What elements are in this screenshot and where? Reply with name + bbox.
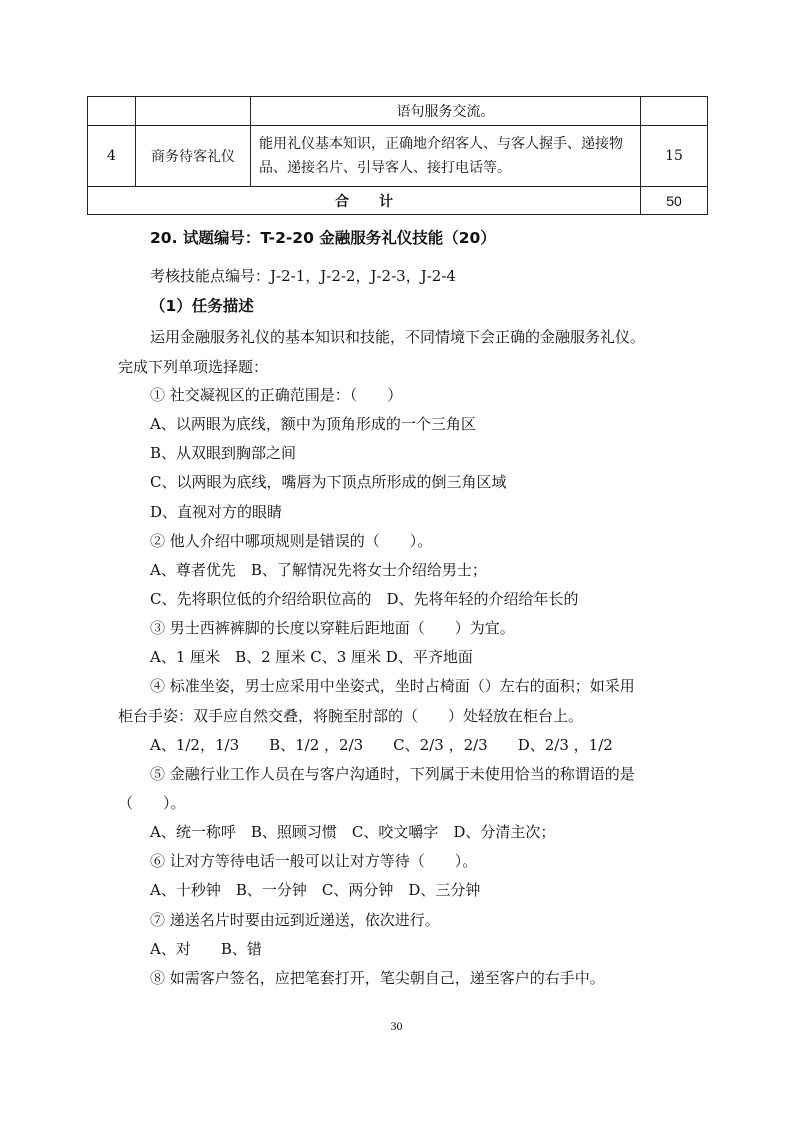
answer-option: A、尊者优先 B、了解情况先将女士介绍给男士； bbox=[150, 561, 487, 579]
table-row bbox=[88, 97, 708, 126]
answer-option: A、十秒钟 B、一分钟 C、两分钟 D、三分钟 bbox=[150, 881, 481, 899]
page-number: 30 bbox=[390, 1019, 403, 1033]
answer-option: A、以两眼为底线，额中为顶角形成的一个三角区 bbox=[150, 415, 476, 433]
question: （ ）。 bbox=[118, 794, 186, 812]
table-total-row bbox=[88, 187, 708, 215]
answer-option: D、直视对方的眼睛 bbox=[150, 503, 283, 521]
question: ⑦ 递送名片时要由远到近递送，依次进行。 bbox=[150, 911, 440, 929]
question: ⑥ 让对方等待电话一般可以让对方等待（ ）。 bbox=[150, 852, 478, 870]
cell-score: 15 bbox=[641, 126, 708, 187]
table-row bbox=[88, 126, 708, 187]
cell-number bbox=[88, 97, 136, 126]
question: ④ 标准坐姿，男士应采用中坐姿式，坐时占椅面（）左右的面积；如采用 bbox=[150, 677, 635, 695]
answer-option: C、以两眼为底线，嘴唇为下顶点所形成的倒三角区域 bbox=[150, 473, 507, 491]
question: ⑧ 如需客户签名，应把笔套打开，笔尖朝自己，递至客户的右手中。 bbox=[150, 969, 605, 987]
answer-option: A、统一称呼 B、照顾习惯 C、咬文嚼字 D、分清主次； bbox=[150, 823, 556, 841]
answer-option: A、1 厘米 B、2 厘米 C、3 厘米 D、平齐地面 bbox=[150, 648, 473, 666]
intro-line: 运用金融服务礼仪的基本知识和技能，不同情境下会正确的金融服务礼仪。 bbox=[150, 328, 646, 346]
intro-line: 完成下列单项选择题： bbox=[118, 358, 269, 376]
question: ① 社交凝视区的正确范围是：（ ） bbox=[150, 386, 403, 404]
answer-option: B、从双眼到胸部之间 bbox=[150, 444, 297, 462]
cell-score bbox=[641, 97, 708, 126]
cell-description: 能用礼仪基本知识，正确地介绍客人、与客人握手、递接物品、递接名片、引导客人、接打电话等。 bbox=[251, 126, 641, 187]
score-table bbox=[87, 96, 708, 215]
cell-description: 语句服务交流。 bbox=[251, 97, 641, 126]
question: ⑤ 金融行业工作人员在与客户沟通时，下列属于未使用恰当的称谓语的是 bbox=[150, 765, 635, 783]
cell-name bbox=[136, 97, 251, 126]
cell-name: 商务待客礼仪 bbox=[136, 126, 251, 187]
total-score: 50 bbox=[641, 187, 708, 215]
total-label: 合计 bbox=[88, 187, 641, 215]
answer-option: C、先将职位低的介绍给职位高的 D、先将年轻的介绍给年长的 bbox=[150, 590, 579, 608]
question: ③ 男士西裤裤脚的长度以穿鞋后距地面（ ）为宜。 bbox=[150, 619, 515, 637]
section-title: 20. 试题编号：T-2-20 金融服务礼仪技能（20） bbox=[150, 229, 496, 247]
question: 柜台手姿：双手应自然交叠，将腕至肘部的（ ）处轻放在柜台上。 bbox=[118, 707, 584, 725]
skill-points: 考核技能点编号：J-2-1，J-2-2，J-2-3，J-2-4 bbox=[150, 267, 456, 285]
answer-option: A、1/2，1/3 B、1/2 ，2/3 C、2/3 ，2/3 D、2/3 ，1/2 bbox=[150, 736, 613, 754]
task-description-heading: （1）任务描述 bbox=[150, 297, 254, 315]
answer-option: A、对 B、错 bbox=[150, 940, 262, 958]
cell-number: 4 bbox=[88, 126, 136, 187]
question: ② 他人介绍中哪项规则是错误的（ ）。 bbox=[150, 532, 433, 550]
